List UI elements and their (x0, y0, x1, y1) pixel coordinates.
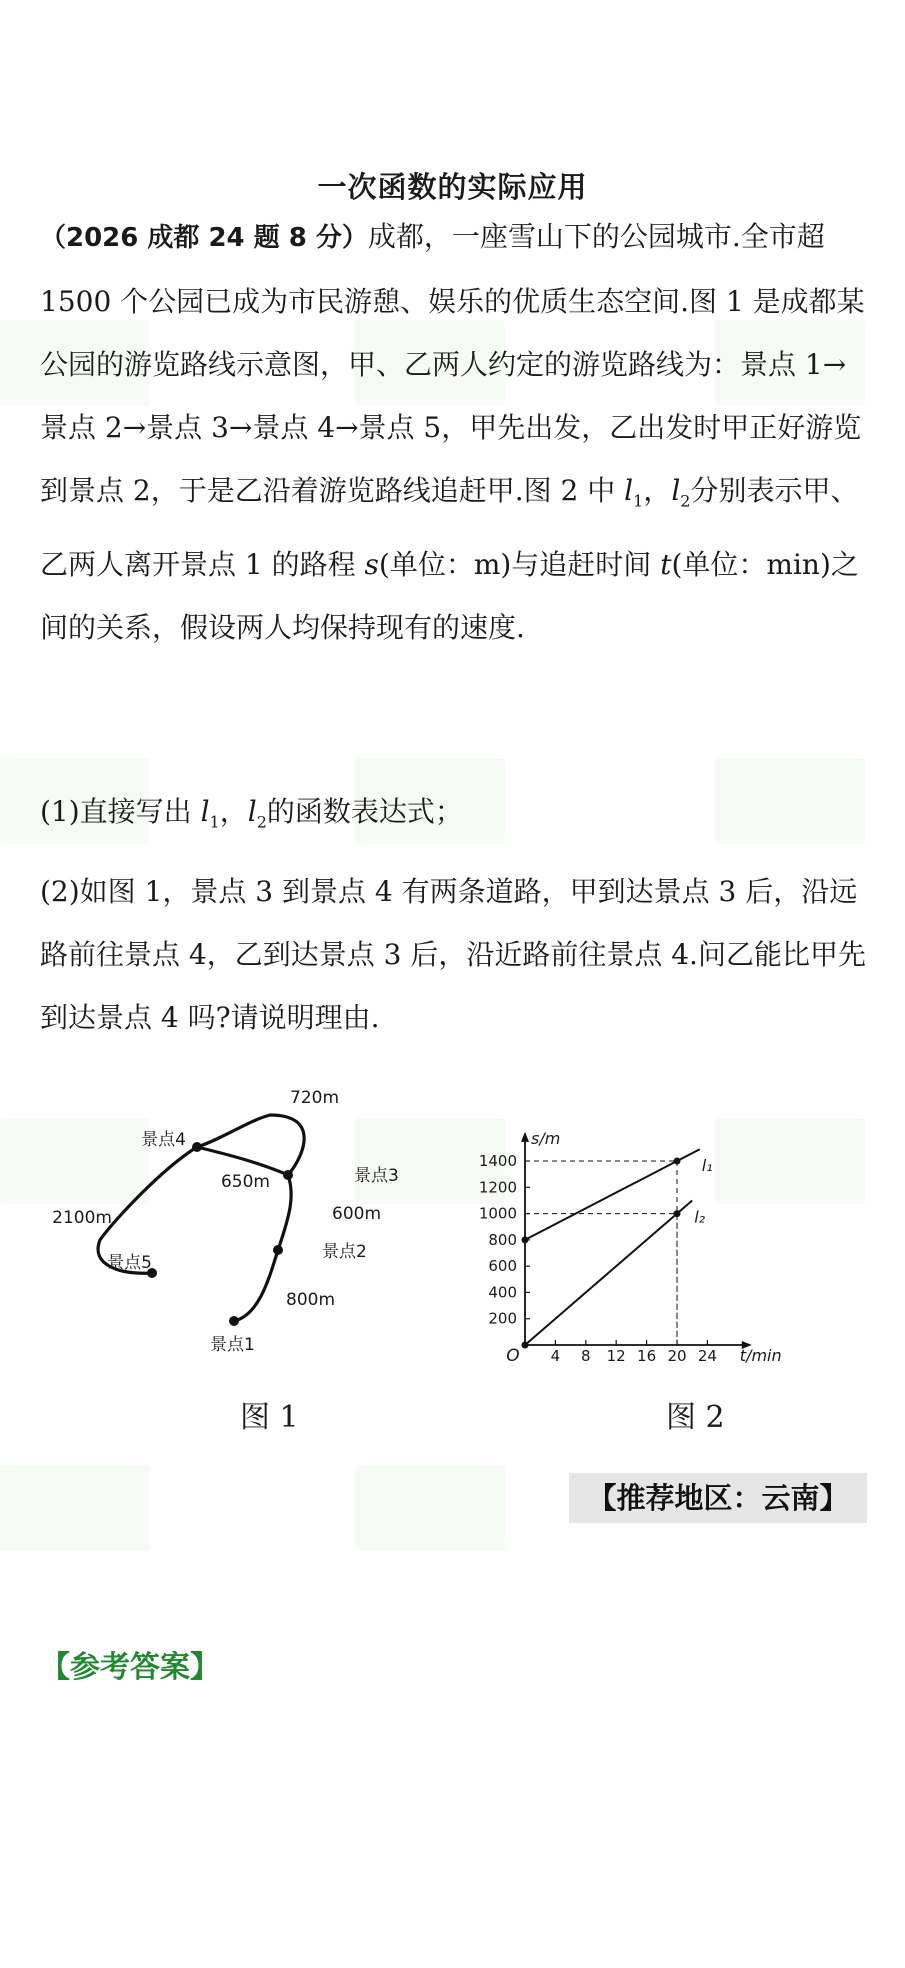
x-tick-label: 4 (550, 1347, 561, 1365)
series-start-point-1 (522, 1236, 529, 1243)
figure1-caption: 图 1 (240, 1400, 299, 1435)
route-map-figure (52, 1088, 430, 1365)
spot1-dot (229, 1316, 239, 1326)
dist-800: 800m (286, 1290, 336, 1310)
watermark (0, 1465, 150, 1551)
dist-650: 650m (220, 1172, 270, 1192)
spot3-dot (283, 1170, 293, 1180)
dist-720: 720m (290, 1088, 340, 1108)
short-road (197, 1147, 288, 1175)
region-tag: 【推荐地区：云南】 (569, 1473, 867, 1523)
problem-statement: （2026 成都 24 题 8 分）成都，一座雪山下的公园城市.全市超 1500 个公园已成为市民游憩、娱乐的优质生态空间.图 1 是成都某公园的游览路线示意图，甲、乙两人约定的游览路线为：景点 1→景点 2→景点 3→景点 4→景点 5，甲先出发，乙出发时甲正好游览到景点 2，于是乙沿着游览路线追赶甲.图 2 中 $l_1$，$l_2$分别表示甲、乙两人离开景点 1 的路程 s(单位：m)与追赶时间 t(单位：min)之间的关系，假设两人均保持现有的速度. (40, 220, 865, 644)
series-line-1 (525, 1149, 700, 1240)
series-label-1: l₁ (701, 1156, 713, 1176)
y-axis-arrow (521, 1132, 529, 1142)
spot2-dot (273, 1245, 283, 1255)
x-tick-label: 8 (581, 1347, 591, 1365)
watermark (355, 1465, 505, 1551)
spot4-dot (192, 1142, 202, 1152)
spot4-label: 景点4 (141, 1130, 186, 1150)
y-tick-label: 1400 (478, 1152, 517, 1171)
dist-600: 600m (332, 1204, 382, 1224)
y-tick-label: 800 (488, 1230, 517, 1249)
x-tick-label: 12 (606, 1347, 626, 1365)
x-tick-label: 20 (667, 1347, 687, 1365)
question-2: (2)如图 1，景点 3 到景点 4 有两条道路，甲到达景点 3 后，沿远路前往景点 4，乙到达景点 3 后，沿近路前往景点 4.问乙能比甲先到达景点 4 吗?请说明理由. (40, 875, 866, 1034)
y-axis-label: s/m (531, 1128, 561, 1148)
y-tick-label: 1000 (478, 1204, 517, 1223)
figure2-caption: 图 2 (666, 1400, 725, 1435)
y-tick-label: 1200 (478, 1178, 517, 1197)
x-axis-label: t/min (739, 1346, 782, 1365)
question-1: (1)直接写出 $l_1$，$l_2$的函数表达式； (40, 795, 463, 832)
distance-time-chart (470, 1100, 800, 1365)
origin-label: O (506, 1346, 520, 1366)
y-tick-label: 200 (488, 1309, 517, 1328)
spot2-label: 景点2 (322, 1242, 367, 1262)
y-tick-label: 400 (488, 1283, 517, 1302)
spot5-label: 景点5 (107, 1253, 152, 1273)
page-title: 一次函数的实际应用 (317, 170, 588, 204)
dist-2100: 2100m (52, 1208, 112, 1228)
series-label-2: l₂ (694, 1207, 706, 1227)
spot3-label: 景点3 (354, 1166, 399, 1186)
y-tick-label: 600 (488, 1257, 517, 1276)
answer-heading: 【参考答案】 (40, 1650, 220, 1685)
series-start-point-2 (522, 1342, 529, 1349)
spot1-label: 景点1 (210, 1335, 255, 1355)
x-tick-label: 24 (697, 1347, 717, 1365)
series-line-2 (525, 1200, 692, 1345)
problem-source: （2026 成都 24 题 8 分） (40, 223, 368, 253)
x-tick-label: 16 (637, 1347, 657, 1365)
